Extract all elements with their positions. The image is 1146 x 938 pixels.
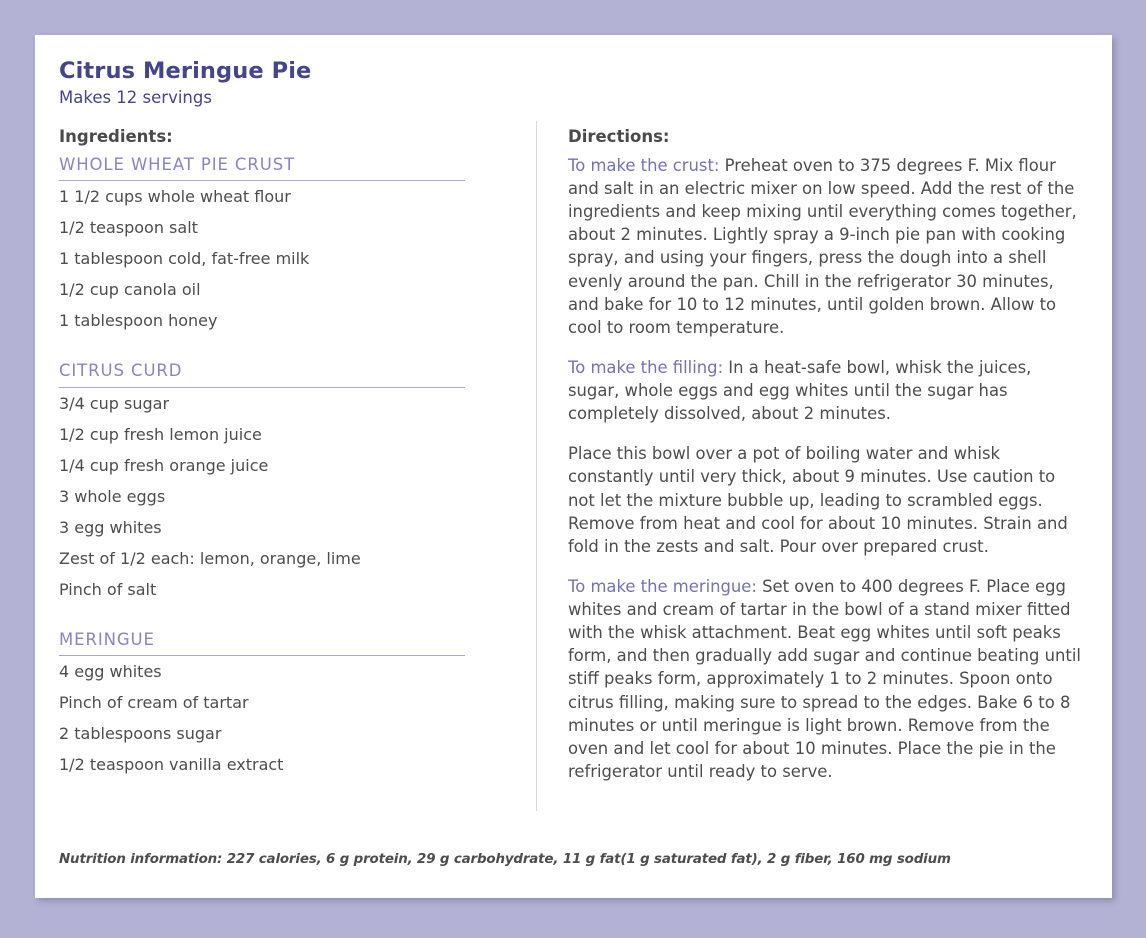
ingredient-group — [59, 629, 505, 780]
ingredient-item: 2 tablespoons sugar — [59, 723, 222, 743]
direction-text: Place this bowl over a pot of boiling water and whisk constantly until very thick, about 9 minutes. Use caution to not let the mixture bubble up, leading to scrambled eggs. Remove from heat and cool for about 10 minutes. Strain and fold in the zests and salt. Pour over prepared crust. — [568, 444, 1068, 556]
direction-text: In a heat-safe bowl, whisk the juices, sugar, whole eggs and egg whites until the sugar has completely dissolved, about 2 minutes. — [568, 357, 1032, 424]
direction-text: Preheat oven to 375 degrees F. Mix flour and salt in an electric mixer on low speed. Add the rest of the ingredients and keep mixing until everything comes together, about 2 minutes. Lightly spray a 9-inch pie pan with cooking spray, and using your fingers, press the dough into a shell evenly around the pan. Chill in the refrigerator 30 minutes, and bake for 10 to 12 minutes, until golden brown. Allow to cool to room temperature. — [568, 155, 1077, 337]
group-spacer — [59, 343, 505, 360]
column-divider — [536, 121, 537, 811]
card-footer — [35, 851, 1112, 898]
card-header — [35, 35, 1112, 109]
directions-column — [505, 126, 1112, 784]
ingredient-list — [59, 181, 505, 336]
ingredients-column — [35, 126, 505, 787]
direction-block — [568, 575, 1085, 783]
ingredient-group — [59, 360, 505, 604]
card-body — [35, 109, 1112, 787]
direction-lead-in: To make the meringue: — [568, 576, 757, 596]
ingredient-item: 4 egg whites — [59, 661, 162, 681]
ingredient-item: 1/2 cup fresh lemon juice — [59, 424, 262, 444]
direction-block — [568, 356, 1085, 425]
ingredient-item: 1/2 teaspoon vanilla extract — [59, 754, 284, 774]
ingredients-heading: Ingredients: — [59, 126, 173, 146]
ingredient-item: 1/4 cup fresh orange juice — [59, 455, 269, 475]
direction-lead-in: To make the crust: — [568, 155, 720, 175]
direction-block — [568, 154, 1085, 339]
ingredient-item: 1/2 teaspoon salt — [59, 218, 198, 238]
nutrition-information: Nutrition information: 227 calories, 6 g protein, 29 g carbohydrate, 11 g fat(1 g saturated fat), 2 g fiber, 160 mg sodium — [59, 851, 951, 867]
direction-block — [568, 442, 1085, 558]
ingredient-item: 3 egg whites — [59, 517, 162, 537]
ingredient-group — [59, 154, 505, 336]
ingredient-group-title: CITRUS CURD — [59, 360, 465, 387]
ingredient-list — [59, 656, 505, 780]
ingredient-list — [59, 388, 505, 605]
ingredient-groups — [59, 154, 505, 780]
ingredient-item: 1 1/2 cups whole wheat flour — [59, 187, 291, 207]
ingredient-item: Pinch of salt — [59, 579, 157, 599]
ingredient-group-title: MERINGUE — [59, 629, 465, 656]
ingredient-item: 3/4 cup sugar — [59, 393, 170, 413]
ingredient-item: Pinch of cream of tartar — [59, 692, 249, 712]
direction-blocks — [568, 154, 1085, 783]
ingredient-group-title: WHOLE WHEAT PIE CRUST — [59, 154, 465, 181]
group-spacer — [59, 612, 505, 629]
ingredient-item: 1/2 cup canola oil — [59, 280, 201, 300]
recipe-yield: Makes 12 servings — [59, 88, 212, 108]
ingredient-item: 1 tablespoon cold, fat-free milk — [59, 249, 310, 269]
page-title: Citrus Meringue Pie — [59, 58, 312, 84]
ingredient-item: 1 tablespoon honey — [59, 311, 218, 331]
direction-text: Set oven to 400 degrees F. Place egg whites and cream of tartar in the bowl of a stand mixer fitted with the whisk attachment. Beat egg whites until soft peaks form, and then gradually add sugar and continue beating until stiff peaks form, approximately 1 to 2 minutes. Spoon onto citrus filling, making sure to spread to the edges. Bake 6 to 8 minutes or until meringue is light brown. Remove from the oven and let cool for about 10 minutes. Place the pie in the refrigerator until ready to serve. — [568, 576, 1081, 781]
ingredient-item: Zest of 1/2 each: lemon, orange, lime — [59, 548, 361, 568]
direction-lead-in: To make the filling: — [568, 357, 724, 377]
ingredient-item: 3 whole eggs — [59, 486, 166, 506]
recipe-card — [35, 35, 1112, 898]
directions-heading: Directions: — [568, 126, 670, 146]
